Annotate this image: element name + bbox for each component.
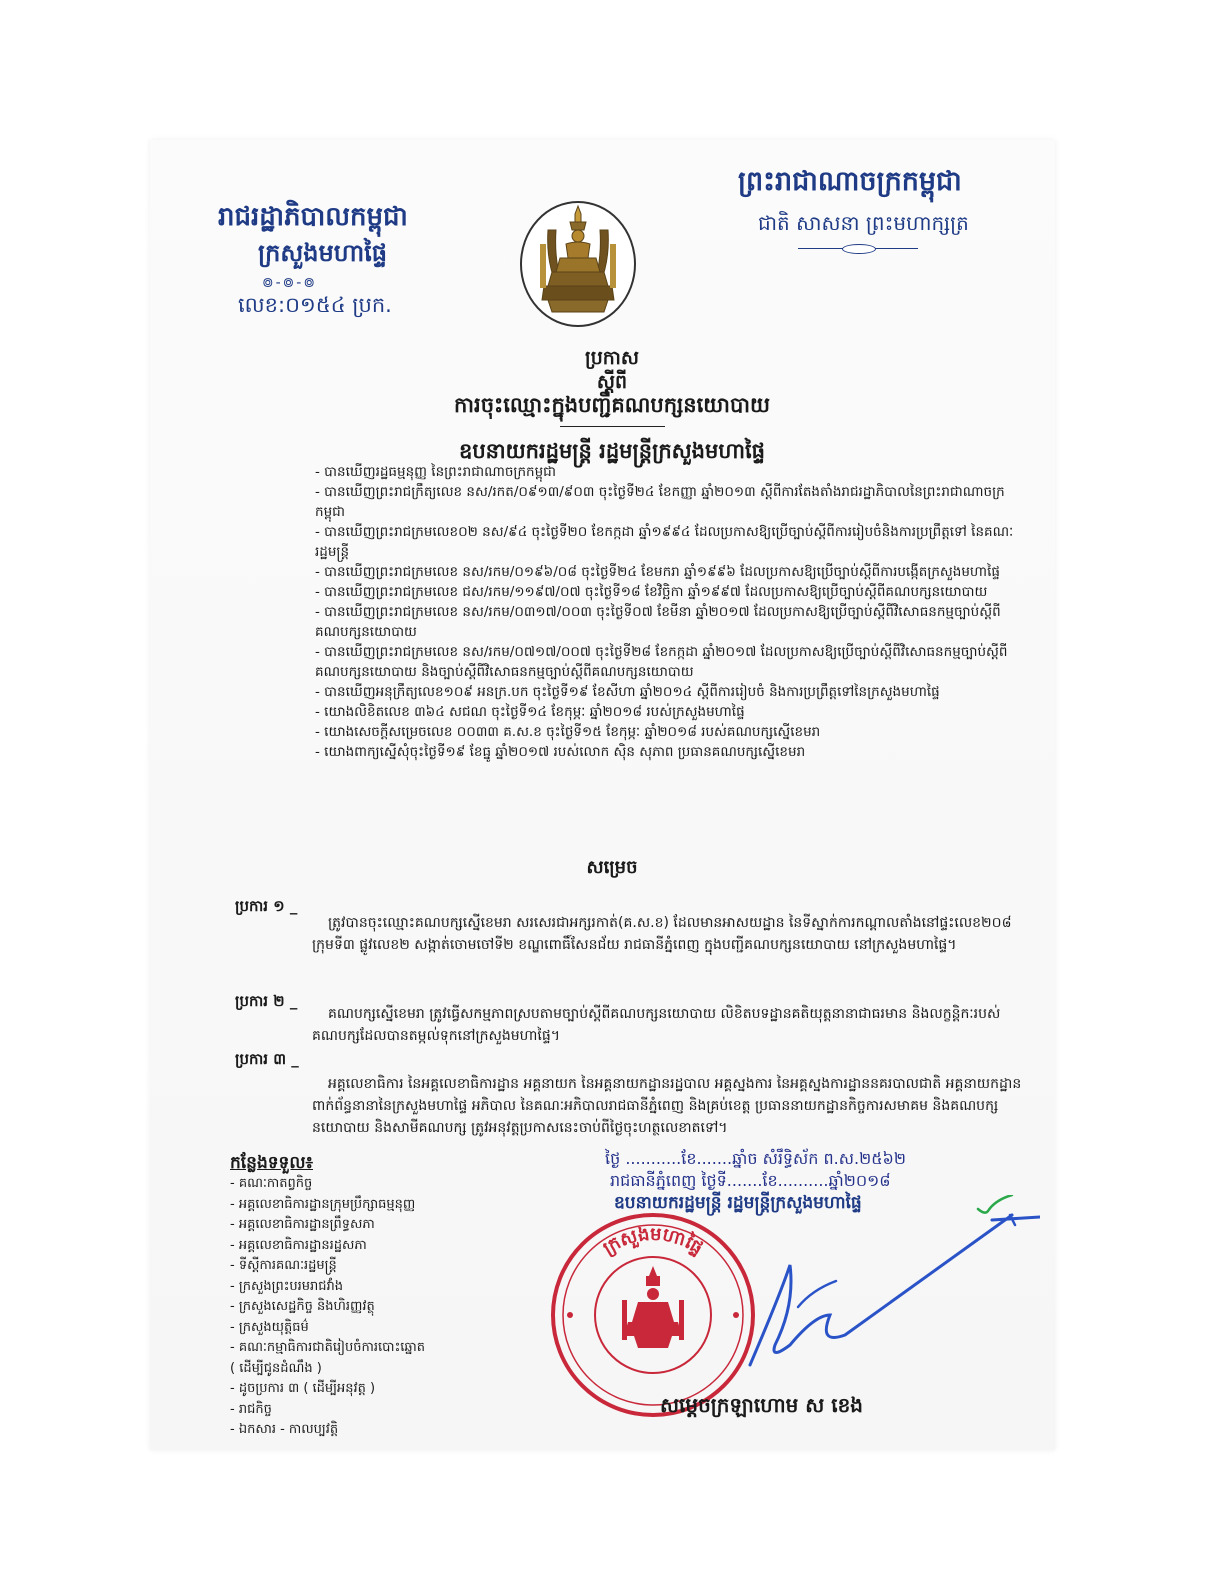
recipient-item: - ក្រសួងសេដ្ឋកិច្ច និងហិរញ្ញវត្ថុ	[230, 1299, 375, 1314]
ornament-divider: ៙-៙-៙	[262, 275, 317, 291]
recipient-item: - ដូចប្រការ ៣ ( ដើម្បីអនុវត្ត )	[230, 1381, 376, 1396]
recipient-item: - អគ្គលេខាធិការដ្ឋានក្រុមប្រឹក្សាធម្មនុញ្ញ	[230, 1196, 416, 1212]
motto-ornament	[798, 248, 918, 249]
recipient-item: - រាជកិច្ច	[230, 1401, 272, 1417]
recipients-heading: កន្លែងទទួល៖	[230, 1153, 314, 1173]
recipient-item: - ក្រសួងយុត្តិធម៌	[230, 1319, 309, 1335]
article-2-body: គណបក្សស្នើខេមរា ត្រូវធ្វើសកម្មភាពស្របតាមច្បាប់ស្តីពីគណបក្សនយោបាយ លិខិតបទដ្ឋានគតិយុត្តនានាជាធរមាន និងលក្ខន្តិកៈរបស់គណបក្សដែលបានតម្កល់ទុកនៅក្រសួងមហាផ្ទៃ។	[312, 1006, 1001, 1044]
decision-heading: សម្រេច	[586, 857, 638, 878]
issuer-title: ឧបនាយករដ្ឋមន្ត្រី រដ្ឋមន្ត្រីក្រសួងមហាផ្ទៃ	[458, 439, 765, 463]
ministry-name: ក្រសួងមហាផ្ទៃ	[258, 239, 388, 267]
legal-basis-item: - យោងសេចក្តីសម្រេចលេខ ០០៣៣ គ.ស.ខ ចុះថ្ងៃទី១៥ ខែកុម្ភៈ ឆ្នាំ២០១៨ របស់គណបក្សស្នើខេមរា	[315, 724, 821, 740]
title-underline	[560, 426, 665, 427]
article-3-body: អគ្គលេខាធិការ នៃអគ្គលេខាធិការដ្ឋាន អគ្គនាយក នៃអគ្គនាយកដ្ឋានរដ្ឋបាល អគ្គស្នងការ នៃអគ្គស្នងការដ្ឋាននគរបាលជាតិ អគ្គនាយកដ្ឋានពាក់ព័ន្ធនានានៃក្រសួងមហាផ្ទៃ អភិបាល នៃគណៈអភិបាលរាជធានីភ្នំពេញ និងគ្រប់ខេត្ត ប្រធាននាយកដ្ឋានកិច្ចការសមាគម និងគណបក្សនយោបាយ និងសាមីគណបក្ស ត្រូវអនុវត្តប្រកាសនេះចាប់ពីថ្ងៃចុះហត្ថលេខាតទៅ។	[312, 1076, 1022, 1136]
recipient-item: - ទីស្តីការគណៈរដ្ឋមន្ត្រី	[230, 1258, 337, 1273]
legal-basis-item: - បានឃើញព្រះរាជក្រមលេខ នស/រកម/០១៩៦/០៨ ចុះថ្ងៃទី២៤ ខែមករា ឆ្នាំ១៩៩៦ ដែលប្រកាសឱ្យប្រើច្បាប់ស្តីពីការបង្កើតក្រសួងមហាផ្ទៃ	[315, 564, 1000, 580]
legal-basis-item: - បានឃើញព្រះរាជក្រមលេខ នស/រកម/០៧១៧/០០៧ ចុះថ្ងៃទី២៨ ខែកក្កដា ឆ្នាំ២០១៧ ដែលប្រកាសឱ្យប្រើច្បាប់ស្តីពីវិសោធនកម្មច្បាប់ស្តីពីគណបក្សនយោបាយ និងច្បាប់ស្តីពីវិសោធនកម្មច្បាប់ស្តីពីគណបក្សនយោបាយ	[315, 644, 1008, 680]
reference-number: លេខ:០១៥៤ ប្រក.	[238, 293, 392, 317]
recipient-item: ( ដើម្បីជូនដំណឹង )	[230, 1360, 322, 1376]
recipient-item: - ក្រសួងព្រះបរមរាជវាំង	[230, 1278, 344, 1294]
svg-text:ក្រសួងមហាផ្ទៃ: ក្រសួងមហាផ្ទៃ	[599, 1223, 707, 1260]
document-about: ស្តីពី	[596, 371, 628, 393]
recipient-item: - គណៈកាតព្វកិច្ច	[230, 1176, 313, 1191]
recipient-item: - អគ្គលេខាធិការដ្ឋានរដ្ឋសភា	[230, 1237, 367, 1253]
legal-basis-item: - បានឃើញព្រះរាជក្រមលេខ ជស/រកម/១១៩៧/០៧ ចុះថ្ងៃទី១៨ ខែវិច្ឆិកា ឆ្នាំ១៩៩៧ ដែលប្រកាសឱ្យប្រើច្បាប់ស្តីពីគណបក្សនយោបាយ	[315, 584, 988, 600]
signer-title: ឧបនាយករដ្ឋមន្ត្រី រដ្ឋមន្ត្រីក្រសួងមហាផ្ទៃ	[614, 1193, 862, 1213]
issue-date: រាជធានីភ្នំពេញ ថ្ងៃទី.......ខែ..........ឆ្នាំ២០១៨	[610, 1171, 891, 1190]
recipient-item: - អគ្គលេខាធិការដ្ឋានព្រឹទ្ធសភា	[230, 1217, 375, 1232]
recipients-list	[230, 1174, 425, 1441]
legal-basis-item: - បានឃើញរដ្ឋធម្មនុញ្ញ នៃព្រះរាជាណាចក្រកម្ពុជា	[315, 464, 557, 480]
legal-basis-item: - យោងលិខិតលេខ ៣៦៤ សជណ ចុះថ្ងៃទី១៤ ខែកុម្ភៈ ឆ្នាំ២០១៨ របស់ក្រសួងមហាផ្ទៃ	[315, 704, 745, 720]
article-2-heading: ប្រការ ២ _	[235, 992, 298, 1010]
legal-basis-list	[315, 462, 1015, 762]
legal-basis-item: - បានឃើញព្រះរាជក្រមលេខ នស/រកម/០៣១៧/០០៣ ចុះថ្ងៃទី០៧ ខែមីនា ឆ្នាំ២០១៧ ដែលប្រកាសឱ្យប្រើច្បាប់ស្តីពីវិសោធនកម្មច្បាប់ស្តីពីគណបក្សនយោបាយ	[315, 604, 1001, 640]
legal-basis-item: - បានឃើញព្រះរាជក្រមលេខ០២ នស/៩៤ ចុះថ្ងៃទី២០ ខែកក្កដា ឆ្នាំ១៩៩៤ ដែលប្រកាសឱ្យប្រើច្បាប់ស្តីពីការរៀបចំនិងការប្រព្រឹត្តទៅ នៃគណៈរដ្ឋមន្ត្រី	[315, 524, 1014, 560]
royal-emblem-icon	[518, 200, 638, 328]
article-1-heading: ប្រការ ១ _	[235, 897, 298, 915]
lunar-date: ថ្ងៃ ...........ខែ.......ឆ្នាំច សំរឹទ្ធិស័ក ព.ស.២៥៦២	[605, 1149, 906, 1168]
recipient-item: - គណៈកម្មាធិការជាតិរៀបចំការបោះឆ្នោត	[230, 1340, 426, 1355]
article-1-body: ត្រូវបានចុះឈ្មោះគណបក្សស្នើខេមរា សរសេរជាអក្សរកាត់(គ.ស.ខ) ដែលមានអាសយដ្ឋាន នៃទីស្នាក់ការកណ្តាលតាំងនៅផ្ទះលេខ២០៨ ក្រុមទី៣ ផ្លូវលេខ២ សង្កាត់ចោមចៅទី២ ខណ្ឌពោធិ៍សែនជ័យ រាជធានីភ្នំពេញ ក្នុងបញ្ជីគណបក្សនយោបាយ នៅក្រសួងមហាផ្ទៃ។	[312, 915, 1012, 953]
government-name: រាជរដ្ឋាភិបាលកម្ពុជា	[218, 202, 408, 232]
document-type: ប្រកាស	[585, 347, 639, 369]
legal-basis-item: - បានឃើញព្រះរាជក្រឹត្យលេខ នស/រកត/០៩១៣/៩០៣ ចុះថ្ងៃទី២៤ ខែកញ្ញា ឆ្នាំ២០១៣ ស្តីពីការតែងតាំងរាជរដ្ឋាភិបាលនៃព្រះរាជាណាចក្រកម្ពុជា	[315, 484, 1005, 520]
signer-name: សម្តេចក្រឡាហោម ស ខេង	[660, 1393, 863, 1417]
legal-basis-item: - យោងពាក្យស្នើសុំចុះថ្ងៃទី១៩ ខែធ្នូ ឆ្នាំ២០១៧ របស់លោក ស៊ិន សុភាព ប្រធានគណបក្សស្នើខេមរា	[315, 744, 806, 760]
kingdom-motto: ជាតិ សាសនា ព្រះមហាក្សត្រ	[758, 211, 969, 235]
document-subject: ការចុះឈ្មោះក្នុងបញ្ជីគណបក្សនយោបាយ	[454, 393, 770, 417]
article-3-heading: ប្រការ ៣ _	[235, 1050, 299, 1068]
handwritten-signature-icon	[640, 1195, 1040, 1405]
legal-basis-item: - បានឃើញអនុក្រឹត្យលេខ១០៩ អនក្រ.បក ចុះថ្ងៃទី១៩ ខែសីហា ឆ្នាំ២០១៤ ស្តីពីការរៀបចំ និងការប្រព្រឹត្តទៅនៃក្រសួងមហាផ្ទៃ	[315, 684, 940, 700]
recipient-item: - ឯកសារ - កាលប្បវត្តិ	[230, 1422, 339, 1437]
kingdom-title: ព្រះរាជាណាចក្រកម្ពុជា	[738, 166, 962, 197]
